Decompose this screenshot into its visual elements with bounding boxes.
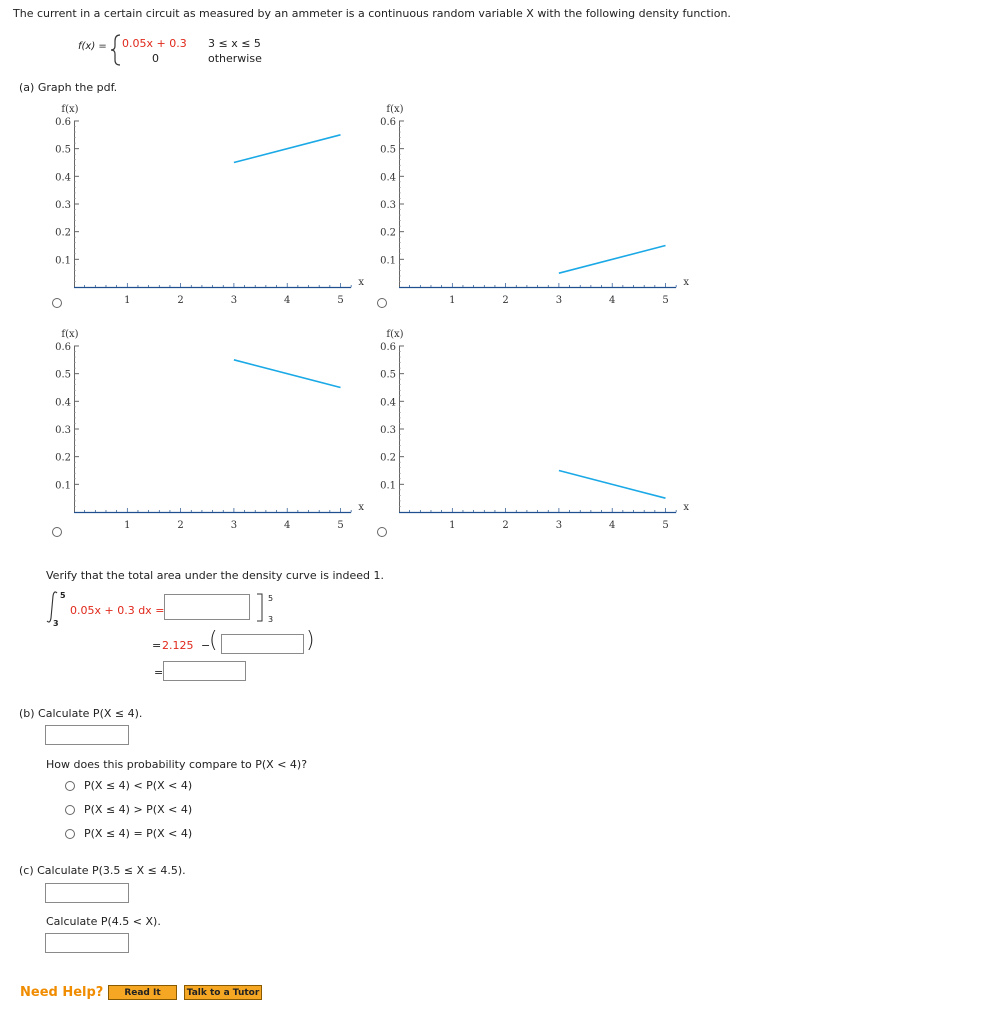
y-tick-label: 0.6	[380, 116, 396, 128]
pdf-graph-1	[50, 100, 380, 305]
x-tick-label: 2	[177, 295, 184, 305]
integral-lower-limit: 3	[53, 619, 59, 628]
x-tick-label: 4	[609, 295, 616, 305]
right-paren: )	[306, 628, 315, 653]
y-tick-label: 0.2	[55, 452, 71, 464]
piece1-condition: 3 ≤ x ≤ 5	[208, 37, 261, 50]
compare-option-2-radio[interactable]	[65, 805, 75, 815]
y-tick-label: 0.5	[380, 144, 396, 156]
x-tick-label: 3	[555, 295, 563, 305]
x-tick-label: 3	[555, 520, 563, 530]
y-tick-label: 0.3	[380, 424, 396, 436]
y-tick-label: 0.1	[55, 480, 71, 492]
y-tick-label: 0.5	[55, 144, 71, 156]
y-axis-label: f(x)	[61, 329, 79, 340]
compare-question: How does this probability compare to P(X < 4)?	[46, 758, 308, 771]
x-axis-label: x	[358, 277, 364, 288]
eq-sign-2: =	[154, 666, 164, 679]
lower-evaluation-input[interactable]	[221, 634, 304, 654]
integral-upper-limit: 5	[60, 591, 66, 600]
fx-label: f(x) =	[78, 41, 107, 52]
x-tick-label: 5	[662, 520, 669, 530]
total-area-input[interactable]	[163, 661, 246, 681]
read-it-label: Read It	[124, 987, 161, 998]
piece1-expr: 0.05x + 0.3	[122, 37, 187, 50]
x-tick-label: 5	[337, 295, 344, 305]
pdf-graph-3	[50, 325, 380, 530]
x-tick-label: 4	[609, 520, 616, 530]
y-tick-label: 0.1	[380, 480, 396, 492]
left-paren: (	[209, 628, 218, 653]
talk-to-tutor-button[interactable]	[184, 985, 262, 1000]
x-axis-label: x	[683, 502, 689, 513]
piece2-condition: otherwise	[208, 52, 262, 65]
evaluation-bracket	[256, 593, 264, 623]
verify-text: Verify that the total area under the density curve is indeed 1.	[46, 569, 384, 582]
part-c-label-2: Calculate P(4.5 < X).	[46, 915, 161, 928]
y-tick-label: 0.4	[380, 172, 396, 184]
y-tick-label: 0.3	[55, 199, 71, 211]
part-a-label: (a) Graph the pdf.	[19, 81, 118, 94]
y-tick-label: 0.1	[55, 255, 71, 267]
x-tick-label: 2	[502, 295, 509, 305]
question-intro: The current in a certain circuit as measured by an ammeter is a continuous random variable X with the following density function.	[13, 7, 731, 20]
compare-option-3-radio[interactable]	[65, 829, 75, 839]
y-tick-label: 0.5	[55, 369, 71, 381]
eq-sign-1: =	[152, 639, 162, 652]
x-tick-label: 3	[230, 295, 238, 305]
antiderivative-input[interactable]	[164, 594, 250, 620]
y-tick-label: 0.3	[55, 424, 71, 436]
y-axis-label: f(x)	[386, 329, 404, 340]
y-axis-label: f(x)	[61, 104, 79, 115]
x-tick-label: 1	[449, 520, 456, 530]
y-tick-label: 0.4	[55, 172, 71, 184]
part-b-label: (b) Calculate P(X ≤ 4).	[19, 707, 143, 720]
y-tick-label: 0.4	[380, 397, 396, 409]
x-tick-label: 2	[177, 520, 184, 530]
pdf-graph-2	[375, 100, 705, 305]
pdf-graph-4	[375, 325, 705, 530]
integrand	[70, 604, 164, 617]
y-tick-label: 0.6	[380, 341, 396, 353]
y-tick-label: 0.6	[55, 341, 71, 353]
read-it-button[interactable]	[108, 985, 177, 1000]
y-tick-label: 0.5	[380, 369, 396, 381]
compare-option-1-radio[interactable]	[65, 781, 75, 791]
x-tick-label: 5	[337, 520, 344, 530]
y-tick-label: 0.3	[380, 199, 396, 211]
x-axis-label: x	[683, 277, 689, 288]
y-axis-label: f(x)	[386, 104, 404, 115]
x-tick-label: 4	[284, 295, 291, 305]
y-tick-label: 0.2	[55, 227, 71, 239]
y-tick-label: 0.2	[380, 452, 396, 464]
integrand-text: 0.05x + 0.3 dx =	[70, 604, 165, 617]
compare-option-2-label[interactable]: P(X ≤ 4) > P(X < 4)	[84, 803, 193, 816]
x-tick-label: 2	[502, 520, 509, 530]
y-tick-label: 0.4	[55, 397, 71, 409]
piece2-expr: 0	[152, 52, 159, 65]
part-c-label: (c) Calculate P(3.5 ≤ X ≤ 4.5).	[19, 864, 186, 877]
upper-evaluation-value: 2.125	[162, 639, 194, 652]
x-tick-label: 3	[230, 520, 238, 530]
x-axis-label: x	[358, 502, 364, 513]
minus-sign: −	[201, 639, 211, 652]
x-tick-label: 1	[124, 520, 131, 530]
pdf-line	[234, 360, 341, 388]
x-tick-label: 4	[284, 520, 291, 530]
y-tick-label: 0.2	[380, 227, 396, 239]
need-help-label: Need Help?	[20, 985, 104, 1000]
x-tick-label: 5	[662, 295, 669, 305]
pdf-line	[559, 471, 666, 499]
pdf-line	[234, 135, 341, 163]
y-tick-label: 0.6	[55, 116, 71, 128]
bracket-lower-limit: 3	[268, 615, 274, 624]
p-greater-input[interactable]	[45, 933, 129, 953]
compare-option-1-label[interactable]: P(X ≤ 4) < P(X < 4)	[84, 779, 193, 792]
p-le-4-input[interactable]	[45, 725, 129, 745]
compare-option-3-label[interactable]: P(X ≤ 4) = P(X < 4)	[84, 827, 193, 840]
talk-to-tutor-label: Talk to a Tutor	[186, 987, 260, 998]
x-tick-label: 1	[124, 295, 131, 305]
pdf-line	[559, 246, 666, 274]
bracket-upper-limit: 5	[268, 594, 274, 603]
p-between-input[interactable]	[45, 883, 129, 903]
x-tick-label: 1	[449, 295, 456, 305]
y-tick-label: 0.1	[380, 255, 396, 267]
piecewise-brace	[109, 33, 123, 67]
